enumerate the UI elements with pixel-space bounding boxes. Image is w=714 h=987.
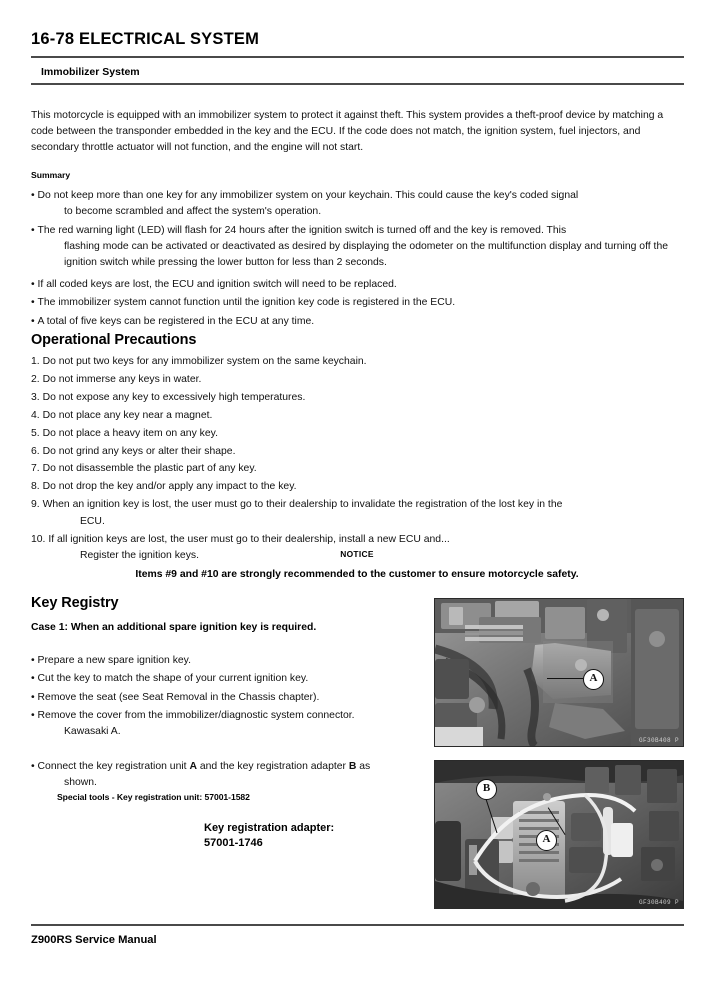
bullet-text: A total of five keys can be registered in the ECU at any time. xyxy=(37,315,315,327)
list-item xyxy=(31,426,672,442)
list-number: 9. xyxy=(31,499,40,511)
bullet-continuation: flashing mode can be activated or deactivated as desired by displaying the odometer on the multifunction display and turning off the ignition switch while pressing the lower button for less than 2 seconds. xyxy=(64,240,668,269)
list-number: 3. xyxy=(31,391,40,403)
list-number: 2. xyxy=(31,373,40,385)
list-item xyxy=(31,444,672,460)
key-registry-bullet-group-1 xyxy=(31,653,416,742)
page-title: 16-78 ELECTRICAL SYSTEM xyxy=(31,30,260,48)
list-text: If all ignition keys are lost, the user must go to their dealership, install a new ECU and... xyxy=(48,533,450,545)
bullet-marker: • xyxy=(31,691,38,703)
footer-rule xyxy=(31,924,684,926)
list-item xyxy=(31,690,416,706)
list-continuation: Register the ignition keys. xyxy=(80,549,199,561)
list-item xyxy=(31,372,672,388)
bullet-marker: • xyxy=(31,190,38,201)
key-registry-heading: Key Registry xyxy=(31,595,119,611)
photo-2-graphic xyxy=(435,761,683,908)
case-label: Case 1: When an additional spare ignition key is required. xyxy=(31,622,317,633)
summary-bullet-group-2 xyxy=(31,277,672,332)
bullet-continuation: shown. xyxy=(64,777,97,789)
bullet-text: Cut the key to match the shape of your current ignition key. xyxy=(37,673,309,685)
list-number: 1. xyxy=(31,356,40,367)
list-text: When an ignition key is lost, the user must go to their dealership to invalidate the registration of the lost key in the xyxy=(42,499,563,511)
bullet-marker: • xyxy=(31,279,38,290)
list-number: 7. xyxy=(31,463,40,475)
bullet-marker: • xyxy=(31,297,38,309)
bullet-marker: • xyxy=(31,673,38,685)
list-number: 10. xyxy=(31,533,46,545)
bullet-marker: • xyxy=(31,655,38,666)
callout-a: A xyxy=(536,830,557,851)
header-rule-bottom xyxy=(31,83,684,85)
adapter-name: Key registration adapter: xyxy=(204,822,335,834)
list-item xyxy=(31,461,672,477)
list-item xyxy=(31,653,416,669)
page-header xyxy=(31,30,684,58)
section-title: Immobilizer System xyxy=(41,66,140,78)
photo-code-label: GF30B408 P xyxy=(638,737,679,744)
list-item xyxy=(31,354,672,370)
intro-paragraph-block xyxy=(31,108,672,157)
list-text: Do not expose any key to excessively high temperatures. xyxy=(42,391,306,403)
callout-a-leader-line xyxy=(547,678,583,679)
bullet-continuation: Kawasaki A. xyxy=(64,726,121,738)
special-tools-line: Special tools - Key registration unit: 57001-1582 xyxy=(57,792,250,802)
bullet-text-mid: and the key registration adapter xyxy=(196,761,349,772)
photo-code-label: GF30B409 P xyxy=(638,899,679,906)
list-text: Do not disassemble the plastic part of any key. xyxy=(42,463,257,475)
immobilizer-diagnostic-connector-photo xyxy=(434,598,684,747)
list-number: 6. xyxy=(31,445,40,457)
list-item xyxy=(31,497,672,530)
list-item xyxy=(31,188,672,221)
operational-precautions-heading: Operational Precautions xyxy=(31,332,197,348)
list-text: Do not put two keys for any immobilizer system on the same keychain. xyxy=(42,356,367,367)
key-registry-bullet-group-2 xyxy=(31,759,416,794)
list-continuation: ECU. xyxy=(80,515,105,527)
list-item xyxy=(31,223,672,272)
callout-ref-b: B xyxy=(348,761,357,772)
summary-bullet-group-1 xyxy=(31,188,672,273)
bullet-continuation: to become scrambled and affect the system's operation. xyxy=(64,206,322,218)
bullet-text: The red warning light (LED) will flash for 24 hours after the ignition switch is turned off and the key is removed. This xyxy=(37,224,567,236)
list-item xyxy=(31,408,672,424)
callout-ref-a: A xyxy=(189,761,197,772)
adapter-number: 57001-1746 xyxy=(204,836,263,849)
bullet-text-post: as xyxy=(356,761,371,772)
bullet-text: Do not keep more than one key for any immobilizer system on your keychain. This could cause the key's coded signal xyxy=(37,190,579,201)
list-text: Do not grind any keys or alter their shape. xyxy=(42,445,236,457)
key-registration-adapter-block xyxy=(204,821,334,850)
bullet-text: Remove the seat (see Seat Removal in the Chassis chapter). xyxy=(37,691,320,703)
list-item xyxy=(31,708,416,741)
bullet-text: If all coded keys are lost, the ECU and ignition switch will need to be replaced. xyxy=(37,279,397,290)
bullet-text: Remove the cover from the immobilizer/diagnostic system connector. xyxy=(37,709,355,721)
list-text: Do not immerse any keys in water. xyxy=(42,373,202,385)
list-item xyxy=(31,314,672,330)
list-number: 5. xyxy=(31,427,40,439)
bullet-text-pre: Connect the key registration unit xyxy=(37,761,190,772)
photo-1-graphic xyxy=(435,599,683,746)
list-item xyxy=(31,295,672,311)
bullet-marker: • xyxy=(31,315,38,327)
callout-b: B xyxy=(476,779,497,800)
intro-paragraph: This motorcycle is equipped with an immobilizer system to protect it against theft. This system provides a theft-proof device by matching a code between the transponder embedded in the key and the ECU. If the code does not match, the ignition system, fuel injectors, and secondary throttle actuator will not function, and the engine will not start. xyxy=(31,110,664,154)
operational-precautions-list xyxy=(31,354,672,566)
list-item xyxy=(31,671,416,687)
bullet-text: The immobilizer system cannot function until the ignition key code is registered in the ECU. xyxy=(37,297,456,309)
section-header-band xyxy=(31,62,684,85)
summary-label: Summary xyxy=(31,170,71,180)
list-text: Do not place any key near a magnet. xyxy=(42,409,213,421)
list-item xyxy=(31,277,672,293)
notice-text: Items #9 and #10 are strongly recommended to the customer to ensure motorcycle safety. xyxy=(135,569,579,580)
footer-manual-title: Z900RS Service Manual xyxy=(31,934,157,946)
list-number: 8. xyxy=(31,481,40,493)
list-item xyxy=(31,532,672,565)
bullet-text: Prepare a new spare ignition key. xyxy=(37,655,191,666)
bullet-marker: • xyxy=(31,709,38,721)
callout-a: A xyxy=(583,669,604,690)
bullet-marker: • xyxy=(31,761,38,772)
list-item xyxy=(31,759,416,792)
list-item xyxy=(31,390,672,406)
list-number: 4. xyxy=(31,409,40,421)
notice-label: NOTICE xyxy=(340,549,374,559)
list-text: Do not place a heavy item on any key. xyxy=(42,427,218,439)
key-registration-unit-connection-photo xyxy=(434,760,684,909)
bullet-marker: • xyxy=(31,224,38,236)
header-rule-top xyxy=(31,56,684,58)
list-item xyxy=(31,479,672,495)
list-text: Do not drop the key and/or apply any impact to the key. xyxy=(42,481,297,493)
